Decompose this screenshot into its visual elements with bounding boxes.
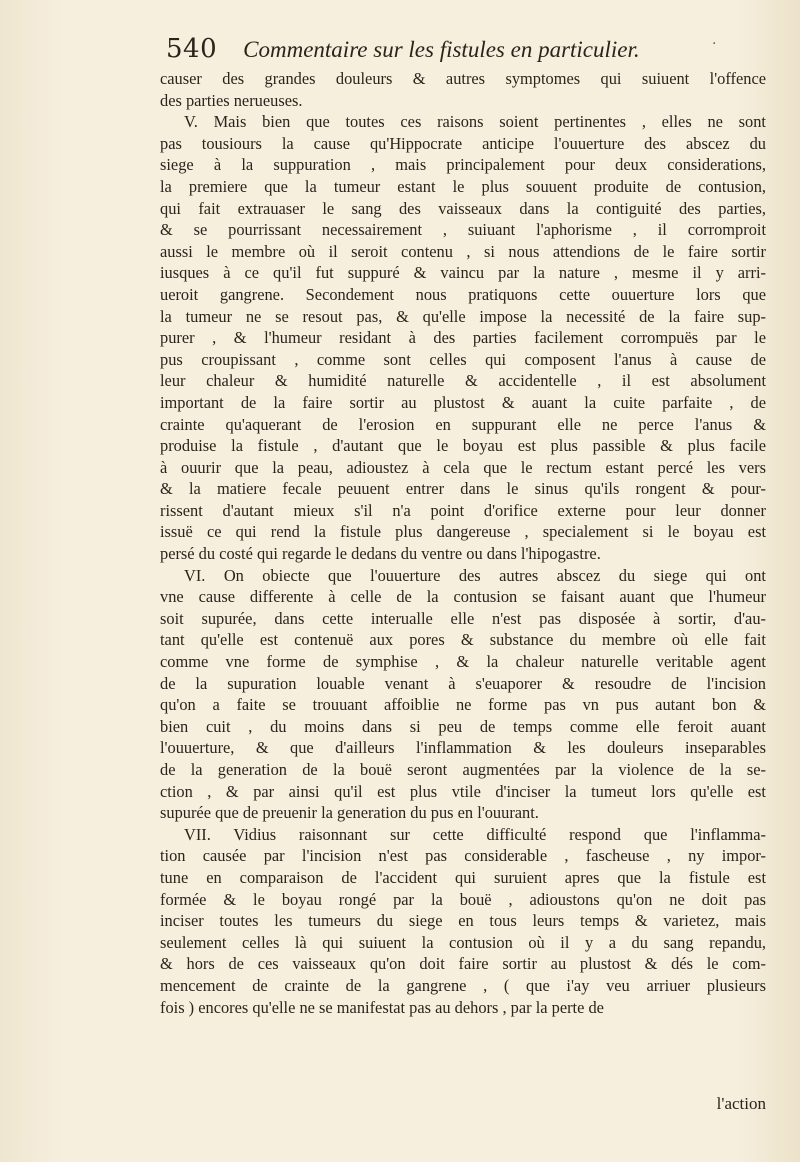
text-line: inciser toutes les tumeurs du siege en tous leurs temps & varietez, mais <box>160 911 766 931</box>
text-line: tion causée par l'incision n'est pas considerable , fascheuse , ny impor- <box>160 846 766 866</box>
running-title: Commentaire sur les fistules en particulier. <box>243 37 640 62</box>
text-line: de la supuration louable venant à s'euaporer & resoudre de l'incision <box>160 673 766 693</box>
text-line: produise la fistule , d'autant que le boyau est plus passible & plus facile <box>160 436 766 456</box>
text-line: pus croupissant , comme sont celles qui composent l'anus à cause de <box>160 349 766 369</box>
text-line: aussi le membre où il seroit contenu , si nous attendions de le faire sortir <box>160 241 766 261</box>
text-line: des parties nerueuses. <box>160 90 303 110</box>
text-line: la premiere que la tumeur estant le plus souuent produite de contusion, <box>160 176 766 196</box>
text-line: mencement de crainte de la gangrene , ( que i'ay veu arriuer plusieurs <box>160 975 766 995</box>
text-line: bien cuit , du moins dans si peu de temps comme elle feroit auant <box>160 716 766 736</box>
text-line: à ouurir que la peau, adioustez à cela que le rectum estant percé les vers <box>160 457 766 477</box>
text-line: crainte qu'aquerant de l'erosion en suppurant elle ne perce l'anus & <box>160 414 766 434</box>
text-line: tune en comparaison de l'accident qui suruient apres que la fistule est <box>160 867 766 887</box>
text-line: seulement celles là qui suiuent la contusion où il y a du sang repandu, <box>160 932 766 952</box>
catchword: l'action <box>716 1094 766 1113</box>
ink-mark: · <box>712 36 717 52</box>
text-line: ction , & par ainsi qu'il est plus vtile d'inciser la tumeut lors qu'elle est <box>160 781 766 801</box>
text-line: important de la faire sortir au plustost & auant la cuite parfaite , de <box>160 392 766 412</box>
text-line: ueroit gangrene. Secondement nous pratiquons cette ouuerture lors que <box>160 284 766 304</box>
text-line: & hors de ces vaisseaux qu'on doit faire sortir au plustost & dés le com- <box>160 954 766 974</box>
text-line: VII. Vidius raisonnant sur cette difficulté respond que l'inflamma- <box>184 824 766 844</box>
text-line: soit supurée, dans cette interualle elle n'est pas disposée à sortir, d'au- <box>160 608 766 628</box>
text-line: iusques à ce qu'il fut suppuré & vaincu par la nature , mesme il y arri- <box>160 263 766 283</box>
text-line: V. Mais bien que toutes ces raisons soient pertinentes , elles ne sont <box>184 112 766 132</box>
text-line: purer , & l'humeur residant à des parties facilement corrompuës par le <box>160 328 766 348</box>
text-line: qu'on a faite se trouuant affoiblie ne forme pas vn pus autant bon & <box>160 695 766 715</box>
text-line: la tumeur ne se resout pas, & qu'elle impose la necessité de la faire sup- <box>160 306 766 326</box>
body-text <box>160 68 766 1018</box>
page-number: 540 <box>166 34 218 64</box>
text-line: persé du costé qui regarde le dedans du ventre ou dans l'hipogastre. <box>160 544 601 564</box>
text-line: rissent d'autant mieux s'il n'a point d'orifice externe pour leur donner <box>160 500 766 520</box>
text-line: siege à la suppuration , mais principalement pour deux considerations, <box>160 155 766 175</box>
text-line: & se pourrissant necessairement , suiuant l'aphorisme , il corromproit <box>160 220 766 240</box>
text-line: tant qu'elle est contenuë aux pores & substance du membre où elle fait <box>160 630 766 650</box>
text-line: comme vne forme de symphise , & la chaleur naturelle veritable agent <box>160 652 766 672</box>
text-line: pas tousiours la cause qu'Hippocrate anticipe l'ouuerture des abscez du <box>160 133 766 153</box>
text-line: causer des grandes douleurs & autres symptomes qui suiuent l'offence <box>160 69 766 88</box>
text-line: formée & le boyau rongé par la bouë , adioustons qu'on ne doit pas <box>160 889 766 909</box>
text-line: de la generation de la bouë seront augmentées par la violence de la se- <box>160 760 766 779</box>
text-line: issuë ce qui rend la fistule plus dangereuse , specialement si le boyau est <box>160 522 766 542</box>
text-line: VI. On obiecte que l'ouuerture des autres abscez du siege qui ont <box>184 565 766 585</box>
text-line: fois ) encores qu'elle ne se manifestat pas au dehors , par la perte de <box>160 997 604 1017</box>
page-header <box>166 34 766 70</box>
text-line: leur chaleur & humidité naturelle & accidentelle , il est absolument <box>160 371 766 391</box>
text-line: supurée que de preuenir la generation du pus en l'ouurant. <box>160 803 539 823</box>
text-line: qui fait extrauaser le sang des vaisseaux dans la contiguité des parties, <box>160 198 766 218</box>
text-line: vne cause differente à celle de la contusion se faisant auant que l'humeur <box>160 587 766 607</box>
text-line: l'ouuerture, & que d'ailleurs l'inflammation & les douleurs inseparables <box>160 738 766 758</box>
text-line: & la matiere fecale peuuent entrer dans le sinus qu'ils rongent & pour- <box>160 479 766 499</box>
